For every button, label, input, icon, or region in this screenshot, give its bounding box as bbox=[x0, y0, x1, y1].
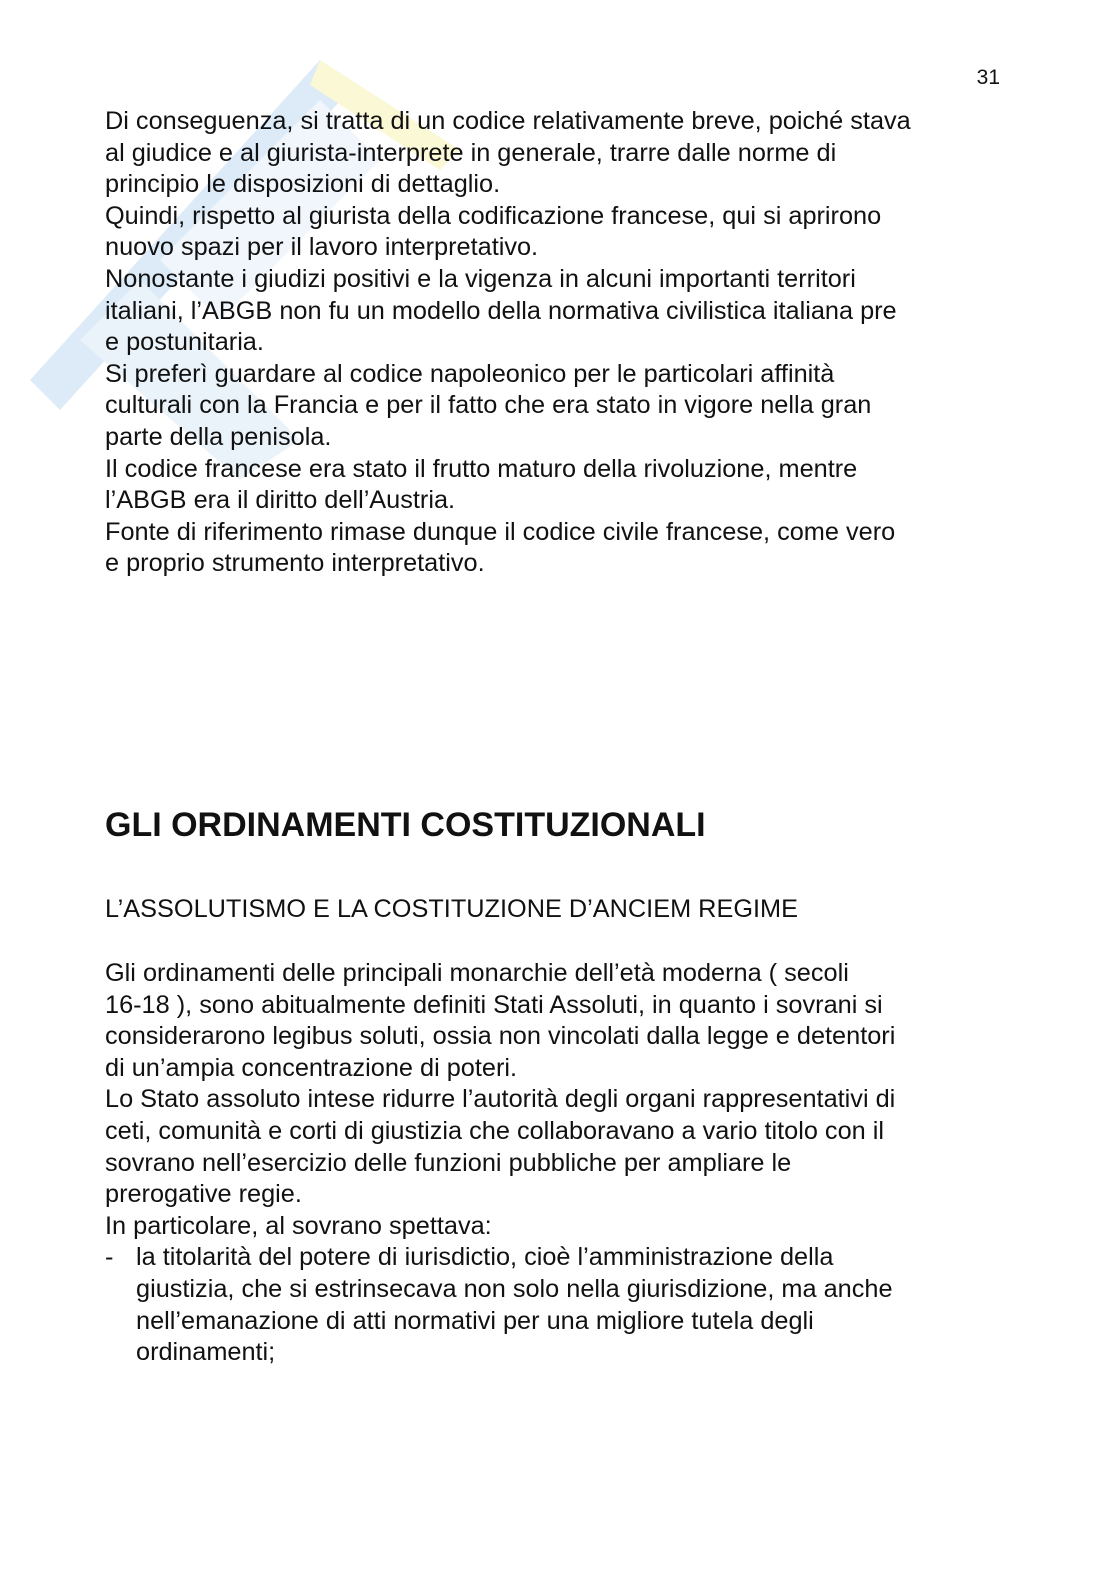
text-line: e postunitaria. bbox=[105, 328, 264, 357]
page-number: 31 bbox=[976, 66, 1000, 89]
text-line: principio le disposizioni di dettaglio. bbox=[105, 170, 501, 199]
subsection-heading: L’ASSOLUTISMO E LA COSTITUZIONE D’ANCIEM REGIME bbox=[105, 895, 798, 923]
text-line: Il codice francese era stato il frutto maturo della rivoluzione, mentre bbox=[105, 454, 858, 483]
text-line: considerarono legibus soluti, ossia non vincolati dalla legge e detentori bbox=[105, 1022, 896, 1051]
text-line: 16-18 ), sono abitualmente definiti Stati Assoluti, in quanto i sovrani si bbox=[105, 990, 883, 1019]
text-line: Gli ordinamenti delle principali monarchie dell’età moderna ( secoli bbox=[105, 959, 849, 987]
text-line: ordinamenti; bbox=[136, 1338, 276, 1367]
text-line: parte della penisola. bbox=[105, 422, 332, 451]
text-line: di un’ampia concentrazione di poteri. bbox=[105, 1053, 518, 1082]
section-heading: GLI ORDINAMENTI COSTITUZIONALI bbox=[105, 806, 706, 844]
text-line: l’ABGB era il diritto dell’Austria. bbox=[105, 486, 456, 515]
text-line: nuovo spazi per il lavoro interpretativo. bbox=[105, 233, 539, 262]
text-line: Fonte di riferimento rimase dunque il codice civile francese, come vero bbox=[105, 517, 896, 546]
text-line: Lo Stato assoluto intese ridurre l’autorità degli organi rappresentativi di bbox=[105, 1085, 896, 1114]
text-line: Nonostante i giudizi positivi e la vigenza in alcuni importanti territori bbox=[105, 264, 856, 293]
text-line: sovrano nell’esercizio delle funzioni pubbliche per ampliare le bbox=[105, 1148, 792, 1177]
bullet-item bbox=[105, 1242, 1025, 1368]
text-line: al giudice e al giurista-interprete in generale, trarre dalle norme di bbox=[105, 138, 837, 167]
bullet-marker: - bbox=[105, 1243, 114, 1272]
text-line: Di conseguenza, si tratta di un codice relativamente breve, poiché stava bbox=[105, 107, 911, 135]
text-line: nell’emanazione di atti normativi per una migliore tutela degli bbox=[136, 1306, 814, 1335]
text-line: prerogative regie. bbox=[105, 1180, 302, 1209]
text-line: e proprio strumento interpretativo. bbox=[105, 549, 485, 578]
text-line: italiani, l’ABGB non fu un modello della normativa civilistica italiana pre bbox=[105, 296, 897, 325]
text-line: giustizia, che si estrinsecava non solo nella giurisdizione, ma anche bbox=[136, 1274, 893, 1303]
text-line: Quindi, rispetto al giurista della codificazione francese, qui si aprirono bbox=[105, 201, 882, 230]
text-line: Si preferì guardare al codice napoleonico per le particolari affinità bbox=[105, 359, 835, 388]
paragraph-1 bbox=[105, 106, 1025, 580]
paragraph-2 bbox=[105, 958, 1025, 1369]
text-line: la titolarità del potere di iurisdictio, cioè l’amministrazione della bbox=[136, 1243, 834, 1272]
text-line: In particolare, al sovrano spettava: bbox=[105, 1211, 492, 1240]
text-line: ceti, comunità e corti di giustizia che collaboravano a vario titolo con il bbox=[105, 1116, 884, 1145]
text-line: culturali con la Francia e per il fatto che era stato in vigore nella gran bbox=[105, 391, 872, 420]
